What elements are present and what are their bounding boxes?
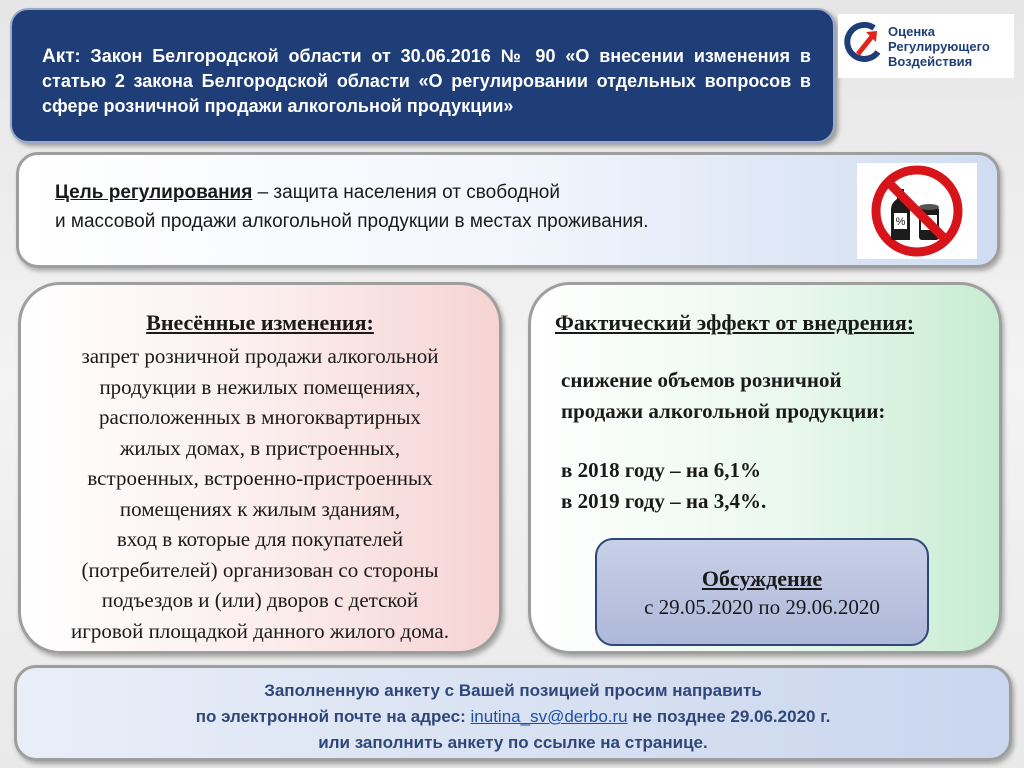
effect-year-2019: в 2019 году – на 3,4%.	[561, 489, 767, 513]
changes-line: помещениях к жилым зданиям,	[119, 496, 401, 521]
footer-line-3: или заполнить анкету по ссылке на странице.	[318, 733, 708, 752]
changes-line: жилых домах, в пристроенных,	[119, 435, 401, 460]
changes-panel	[18, 282, 502, 654]
changes-line: запрет розничной продажи алкогольной	[81, 344, 439, 368]
changes-line: вход в которые для покупателей	[116, 527, 404, 551]
goal-text	[55, 178, 835, 236]
effect-line-2: продажи алкогольной продукции:	[561, 399, 886, 423]
logo-line-1: Оценка	[888, 24, 935, 39]
discussion-panel	[595, 538, 929, 646]
footer-panel	[14, 665, 1012, 761]
title-prefix: Акт	[42, 46, 75, 67]
goal-line-2: и массовой продажи алкогольной продукции в местах проживания.	[55, 211, 649, 232]
effect-panel	[528, 282, 1002, 654]
title-text: : Закон Белгородской области от 30.06.2016 № 90 «О внесении изменения в статью 2 закона Белгородской области «О регулировании отдельных вопросов в сфере розничной продажи алкогольной продукции»	[42, 46, 811, 116]
logo-line-2: Регулирующего	[888, 39, 990, 54]
footer-line-2	[17, 704, 1009, 730]
orv-logo	[838, 14, 1014, 78]
footer-line-1: Заполненную анкету с Вашей позицией просим направить	[264, 681, 762, 700]
svg-text:%: %	[895, 216, 906, 228]
effect-year-2018: в 2018 году – на 6,1%	[561, 458, 761, 482]
discussion-dates: с 29.05.2020 по 29.06.2020	[644, 595, 880, 619]
changes-line: продукции в нежилых помещениях,	[99, 374, 421, 399]
footer-line-2-suffix: не позднее 29.06.2020 г.	[627, 707, 831, 726]
logo-line-3: Воздействия	[888, 54, 973, 69]
effect-line-1: снижение объемов розничной	[561, 368, 842, 392]
changes-line: расположенных в многоквартирных	[99, 405, 421, 429]
effect-years	[561, 455, 766, 517]
goal-heading: Цель регулирования	[55, 182, 253, 203]
logo-text	[888, 24, 990, 69]
no-alcohol-icon	[857, 163, 977, 259]
effect-heading: Фактический эффект от внедрения:	[555, 310, 915, 335]
email-link[interactable]: inutina_sv@derbo.ru	[470, 707, 628, 726]
title-banner	[10, 8, 835, 143]
goal-line-1: – защита населения от свободной	[252, 182, 560, 203]
goal-panel	[16, 152, 1000, 268]
discussion-title: Обсуждение	[701, 566, 823, 591]
footer-line-2-prefix: по электронной почте на адрес:	[195, 707, 471, 726]
effect-text	[561, 365, 885, 427]
changes-line: подъездов и (или) дворов с детской	[101, 588, 419, 612]
changes-line: игровой площадкой данного жилого дома.	[70, 618, 450, 643]
orv-logo-icon	[844, 22, 884, 66]
changes-heading: Внесённые изменения:	[146, 310, 374, 335]
changes-line: встроенных, встроенно-пристроенных	[87, 466, 433, 490]
changes-body	[27, 341, 493, 646]
changes-line: (потребителей) организован со стороны	[81, 557, 439, 582]
